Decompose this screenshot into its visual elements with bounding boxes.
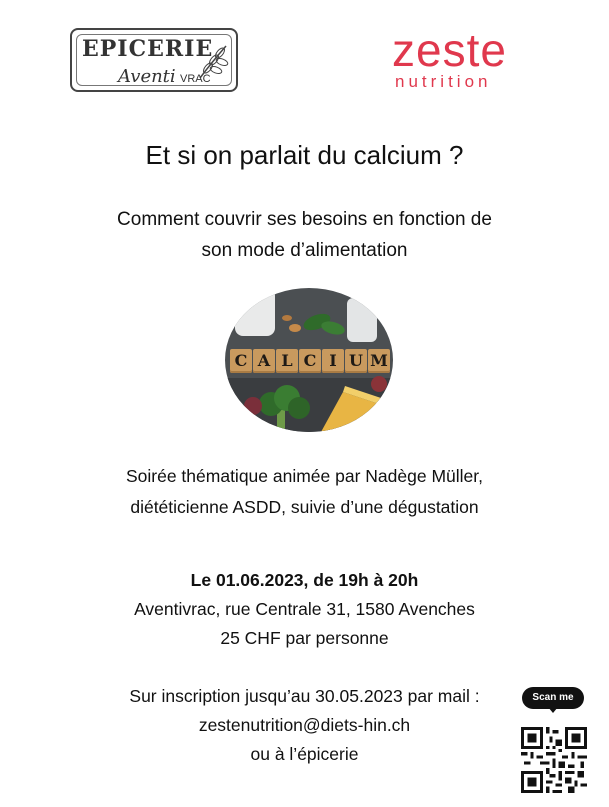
registration-email[interactable]: zestenutrition@diets-hin.ch [198,715,411,735]
registration-line: Sur inscription jusqu’au 30.05.2023 par mail : [129,686,480,706]
registration-shop: ou à l’épicerie [250,744,359,764]
registration-info [0,682,609,769]
logo-epicerie-word: EPICERIE [82,36,214,62]
qr-code-icon[interactable] [521,727,587,793]
event-date-time: Le 01.06.2023, de 19h à 20h [190,570,419,590]
description-line-1: Soirée thématique animée par Nadège Müller, [125,466,483,486]
letter-tile: C [299,349,321,373]
description-line-2: diététicienne ASDD, suivie d’une dégustation [130,497,479,517]
epicerie-logo [70,28,238,92]
subtitle-line-2: son mode d’alimentation [201,240,408,261]
logo-vrac-word: VRAC [180,73,211,85]
logo-aventi-word: Aventi [118,66,176,87]
letter-tile: C [230,349,252,373]
event-description [0,461,609,523]
letter-tile: L [276,349,298,373]
letter-tile: A [253,349,275,373]
scan-me-badge: Scan me [522,687,584,709]
calcium-letter-tiles [228,349,392,373]
page-title: Et si on parlait du calcium ? [145,140,464,170]
logo-zeste-word: zeste [392,24,507,76]
letter-tile: I [322,349,344,373]
subtitle-line-1: Comment couvrir ses besoins en fonction de [117,209,492,230]
letter-tile: U [345,349,367,373]
event-price: 25 CHF par personne [220,628,389,648]
event-address: Aventivrac, rue Centrale 31, 1580 Avenches [134,599,475,619]
letter-tile: M [368,349,390,373]
subtitle [0,204,609,266]
event-details [0,566,609,653]
zeste-nutrition-logo [392,26,562,92]
logo-nutrition-word: nutrition [395,72,492,91]
